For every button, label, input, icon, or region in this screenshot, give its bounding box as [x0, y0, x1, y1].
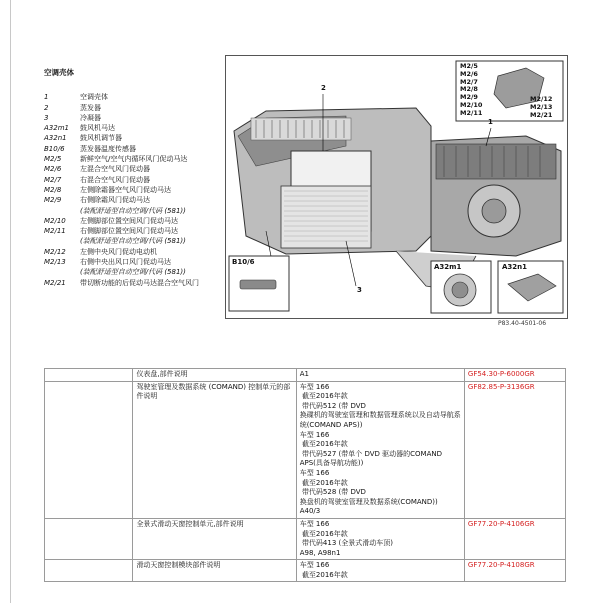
table-row: [45, 381, 566, 518]
legend-desc: [80, 92, 230, 102]
reference-link[interactable]: GF82.85-P-3136GR: [467, 382, 535, 391]
blank-cell: [45, 518, 133, 559]
legend-item: [44, 92, 230, 102]
callout-2: 2: [321, 84, 326, 92]
table-row: [45, 560, 566, 582]
inset-code: M2/5: [460, 62, 478, 70]
legend-desc-text: 冷凝器: [80, 113, 101, 122]
table-row: [45, 518, 566, 559]
reference-table: [44, 368, 566, 582]
legend-code: M2/11: [44, 227, 66, 236]
legend-list: [44, 92, 230, 288]
legend-code: 1: [44, 93, 49, 102]
details-cell: [296, 369, 464, 382]
reference-cell: [464, 369, 565, 382]
detail-line: 换盘机的驾驶室管理及数据系统(COMAND)): [299, 497, 438, 506]
details-cell: [296, 560, 464, 582]
legend-item: [44, 123, 230, 133]
legend-desc: [80, 175, 230, 185]
legend-desc-text: 左侧中央风门促动电动机: [80, 247, 157, 256]
legend-desc-text: 右侧中央出风口风门促动马达: [80, 258, 171, 267]
legend-item: [44, 175, 230, 185]
legend-desc-text: 右侧除霜风门促动马达: [80, 196, 150, 205]
detail-line: 车型 166: [299, 561, 330, 570]
detail-line: 截至2016年款: [299, 392, 348, 401]
component-name-cell: 全景式滑动天窗控制单元,部件说明: [133, 518, 296, 559]
callout-3: 3: [357, 286, 362, 294]
legend-desc-text: 鼓风机调节器: [80, 134, 122, 143]
inset-code: M2/11: [460, 108, 483, 117]
legend-desc: [80, 133, 230, 143]
legend-code: M2/9: [44, 196, 62, 205]
legend-item: [44, 216, 230, 226]
legend-item: [44, 113, 230, 123]
legend-note: (装配舒适型自动空调/代码 (581)): [80, 206, 186, 215]
legend-item: [44, 103, 230, 113]
legend-item: [44, 247, 230, 257]
reference-link[interactable]: GF77.20-P-4108GR: [467, 561, 535, 570]
blank-cell: [45, 369, 133, 382]
legend-desc-text: 左侧除霜器空气风门促动马达: [80, 185, 171, 194]
blank-cell: [45, 381, 133, 518]
detail-line: 车型 166: [299, 382, 330, 391]
detail-line: 截至2016年款: [299, 570, 348, 579]
details-cell: [296, 518, 464, 559]
inset-codes-right: [530, 96, 552, 119]
legend-code: 2: [44, 103, 49, 112]
detail-line: 车型 166: [299, 519, 330, 528]
legend-item: [44, 195, 230, 216]
legend: [44, 68, 230, 288]
detail-line: 换碟机的驾驶室管理和数据管理系统以及自动导航系统(COMAND APS)): [299, 411, 461, 429]
blank-cell: [45, 560, 133, 582]
legend-code: M2/7: [44, 175, 62, 184]
detail-line: A98, A98n1: [299, 548, 341, 557]
legend-desc-text: 空调壳体: [80, 93, 108, 102]
legend-code: B10/6: [44, 144, 65, 153]
legend-desc: [80, 123, 230, 133]
reference-link[interactable]: GF77.20-P-4106GR: [467, 519, 535, 528]
component-figure: [225, 55, 568, 319]
legend-desc-text: 带切断功能的后促动马达混合空气风门: [80, 278, 199, 287]
legend-item: [44, 144, 230, 154]
legend-code: M2/6: [44, 165, 62, 174]
component-name-cell: 驾驶室管理及数据系统 (COMAND) 控制单元的部件说明: [133, 381, 296, 518]
legend-code: M2/13: [44, 258, 66, 267]
component-name-cell: 仪表盘,部件说明: [133, 369, 296, 382]
legend-code: A32m1: [44, 124, 69, 133]
legend-desc: [80, 247, 230, 257]
legend-title: 空调壳体: [44, 68, 74, 77]
legend-desc: [80, 144, 230, 154]
legend-item: [44, 226, 230, 247]
legend-desc-text: 蒸发器: [80, 103, 101, 112]
legend-code: A32n1: [44, 134, 67, 143]
legend-desc-text: 右侧脚部位置空间风门促动马达: [80, 227, 178, 236]
detail-line: 带代码527 (带单个 DVD 驱动器的COMAND APS(具备导航功能)): [299, 449, 445, 468]
legend-desc-text: 新鲜空气/空气内循环风门促动马达: [80, 155, 188, 164]
table-row: [45, 369, 566, 382]
legend-code: M2/21: [44, 278, 66, 287]
inset-code: M2/6: [460, 69, 478, 78]
legend-item: [44, 278, 230, 288]
inset-code: M2/7: [460, 77, 478, 86]
inset-code: M2/12: [530, 95, 553, 103]
inset-code: M2/13: [530, 102, 553, 111]
inset-code: M2/21: [530, 110, 553, 119]
legend-desc: [80, 185, 230, 195]
page-border: [10, 0, 11, 603]
legend-code: 3: [44, 113, 49, 122]
legend-desc: [80, 216, 230, 226]
reference-cell: [464, 381, 565, 518]
legend-desc: [80, 195, 230, 216]
legend-desc: [80, 154, 230, 164]
hvac-housing-illustration: [226, 56, 567, 318]
legend-desc: [80, 103, 230, 113]
legend-desc: [80, 164, 230, 174]
legend-desc: [80, 226, 230, 247]
callout-1: 1: [488, 118, 493, 126]
inset-codes-left: [460, 63, 482, 118]
inset-code: M2/9: [460, 93, 478, 102]
legend-item: [44, 154, 230, 164]
detail-line: 车型 166: [299, 430, 330, 439]
legend-desc-text: 鼓风机马达: [80, 124, 115, 133]
detail-line: 车型 166: [299, 468, 330, 477]
detail-line: 截至2016年款: [299, 478, 348, 487]
reference-link[interactable]: GF54.30-P-6000GR: [467, 370, 535, 378]
legend-desc-text: 左侧脚部位置空间风门促动马达: [80, 216, 178, 225]
legend-item: [44, 133, 230, 143]
legend-desc: [80, 257, 230, 278]
legend-code: M2/12: [44, 247, 66, 256]
detail-line: A1: [299, 370, 309, 378]
legend-code: M2/5: [44, 155, 62, 164]
legend-desc: [80, 113, 230, 123]
callout-a32n1: A32n1: [502, 263, 528, 271]
legend-desc: [80, 278, 230, 288]
legend-item: [44, 257, 230, 278]
legend-item: [44, 185, 230, 195]
figure-caption: P83.40-4501-06: [498, 320, 547, 327]
details-cell: [296, 381, 464, 518]
legend-desc-text: 左混合空气风门促动器: [80, 165, 150, 174]
detail-line: A40/3: [299, 507, 321, 516]
legend-desc-text: 右混合空气风门促动器: [80, 175, 150, 184]
inset-code: M2/8: [460, 85, 478, 94]
legend-item: [44, 164, 230, 174]
inset-code: M2/10: [460, 100, 483, 109]
legend-note: (装配舒适型自动空调/代码 (581)): [80, 237, 186, 246]
reference-cell: [464, 560, 565, 582]
detail-line: 带代码528 (带 DVD: [299, 488, 366, 497]
legend-note: (装配舒适型自动空调/代码 (581)): [80, 268, 186, 277]
detail-line: 截至2016年款: [299, 529, 348, 538]
detail-line: 带代码512 (带 DVD: [299, 401, 366, 410]
detail-line: 带代码413 (全景式滑动车顶): [299, 539, 393, 548]
callout-b10-6: B10/6: [232, 258, 255, 266]
detail-line: 截至2016年款: [299, 440, 348, 449]
legend-code: M2/8: [44, 185, 62, 194]
reference-cell: [464, 518, 565, 559]
legend-desc-text: 蒸发器温度传感器: [80, 144, 136, 153]
component-name-cell: 滑动天窗控制模块部件说明: [133, 560, 296, 582]
callout-a32m1: A32m1: [434, 263, 462, 271]
legend-code: M2/10: [44, 216, 66, 225]
